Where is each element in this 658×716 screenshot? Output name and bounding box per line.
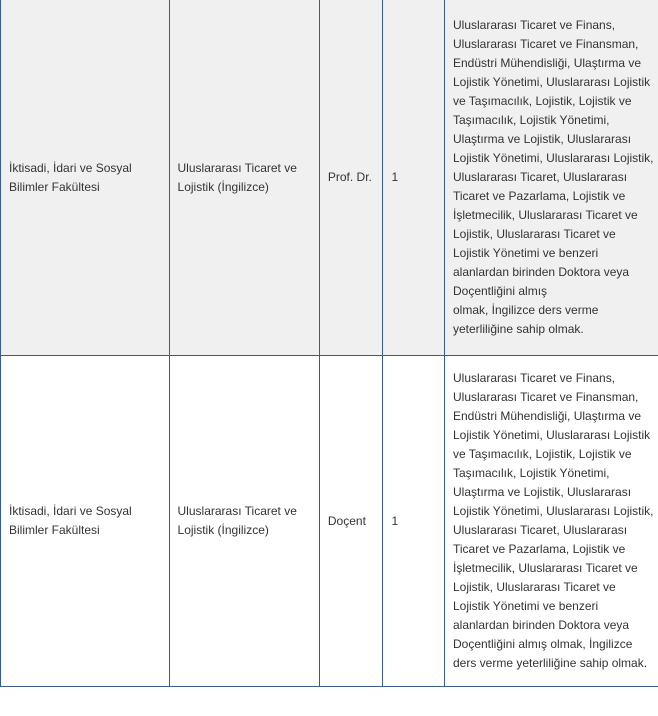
table-row	[1, 356, 658, 687]
requirements-cell	[444, 0, 658, 356]
faculty-cell: İktisadi, İdari ve Sosyal Bilimler Fakültesi	[1, 0, 170, 356]
position-count-cell: 1	[383, 0, 445, 356]
requirements-text: Uluslararası Ticaret ve Finans, Uluslararası Ticaret ve Finansman, Endüstri Mühendisliği, Ulaştırma ve Lojistik Yönetimi, Uluslararası Lojistik ve Taşımacılık, Lojistik, Lojistik ve Taşımacılık, Lojistik Yönetimi, Ulaştırma ve Lojistik, Uluslararası Lojistik Yönetimi, Uluslararası Lojistik, Uluslararası Ticaret, Uluslararası Ticaret ve Pazarlama, Lojistik ve İşletmecilik, Uluslararası Ticaret ve Lojistik, Uluslararası Ticaret ve Lojistik Yönetimi ve benzeri alanlardan birinden Doktora veya Doçentliğini almış olmak, İngilizce ders verme yeterliliğine sahip olmak.	[452, 371, 654, 670]
requirements-cell	[444, 356, 658, 687]
faculty-cell: İktisadi, İdari ve Sosyal Bilimler Fakültesi	[1, 356, 170, 687]
department-cell: Uluslararası Ticaret ve Lojistik (İngilizce)	[169, 356, 319, 687]
department-cell: Uluslararası Ticaret ve Lojistik (İngilizce)	[169, 0, 319, 356]
academic-title-cell: Doçent	[319, 356, 383, 687]
table-row	[1, 0, 658, 356]
requirements-text: Uluslararası Ticaret ve Finans, Uluslararası Ticaret ve Finansman, Endüstri Mühendisliği, Ulaştırma ve Lojistik Yönetimi, Uluslararası Lojistik ve Taşımacılık, Lojistik, Lojistik ve Taşımacılık, Lojistik Yönetimi, Ulaştırma ve Lojistik, Uluslararası Lojistik Yönetimi, Uluslararası Lojistik, Uluslararası Ticaret, Uluslararası Ticaret ve Pazarlama, Lojistik ve İşletmecilik, Uluslararası Ticaret ve Lojistik, Uluslararası Ticaret ve Lojistik Yönetimi ve benzeri alanlardan birinden Doktora veya Doçentliğini almış	[452, 18, 654, 298]
requirements-text-continued: olmak, İngilizce ders verme yeterliliğine sahip olmak.	[452, 303, 599, 336]
position-count-cell: 1	[383, 356, 445, 687]
academic-title-cell: Prof. Dr.	[319, 0, 383, 356]
